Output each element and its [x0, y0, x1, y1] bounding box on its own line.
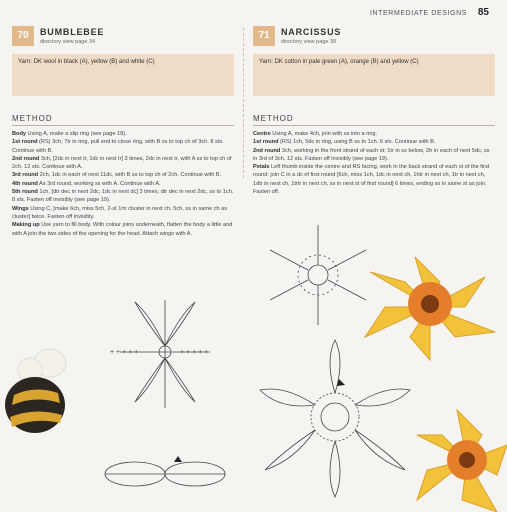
method-line: 2nd round 3ch, working in the front strand of each st: 1tr in ss below, 2tr in each of next 5dc, ss in 3rd of 3ch. 12 sts. Fasten off invisibly (see page 19).	[253, 147, 490, 162]
method-title: METHOD	[12, 114, 53, 123]
yarn-box	[253, 54, 495, 96]
pattern-subtitle: directory view page 38	[281, 39, 337, 45]
pattern-header	[12, 24, 234, 52]
method-rule	[253, 125, 495, 126]
svg-text:+ + + + +: + + + + +	[110, 349, 139, 356]
method-rule	[12, 125, 234, 126]
narcissus-photo-bottom	[412, 405, 507, 512]
page-number: 85	[477, 7, 489, 18]
bumblebee-photo	[0, 345, 80, 440]
method-line: Making up Use yarn to fill body. With colour joins underneath, flatten the body a little and with A join the two sides of the opening for the head. Attach wings with A.	[12, 222, 233, 237]
method-line: 1st round (RS) 3ch, 7tr in ring, pull end to close ring, with B ss to top ch of 3ch. 8 sts. Continue with B.	[12, 139, 224, 154]
yarn-text: Yarn: DK cotton in pale green (A), orange (B) and yellow (C)	[259, 59, 419, 65]
pattern-narcissus	[253, 24, 495, 196]
pattern-number: 71	[253, 26, 275, 46]
section-label: INTERMEDIATE DESIGNS	[369, 10, 467, 17]
pattern-header	[253, 24, 495, 52]
yarn-text: Yarn: DK wool in black (A), yellow (B) and white (C)	[18, 59, 155, 65]
pattern-title: NARCISSUS	[281, 27, 342, 37]
method-line: Body Using A, make a slip ring (see page 18).	[12, 131, 127, 137]
method-line: 1st round (RS) 1ch, 5dc in ring, using B ss to 1ch. 6 sts. Continue with B.	[253, 139, 436, 146]
method-text	[12, 130, 234, 238]
yarn-box	[12, 54, 234, 96]
pattern-number: 70	[12, 26, 34, 46]
pattern-subtitle: directory view page 34	[40, 39, 96, 45]
method-text	[253, 130, 495, 196]
pattern-bumblebee	[12, 24, 234, 238]
method-line: 5th round 1ch, [dtr dec in next 2dc, 1dc in next dc] 3 times, dtr dec in next 2dc, ss to 1ch. 8 sts. Fasten off invisibly (see page 19).	[12, 189, 234, 204]
bumblebee-body-chart	[100, 290, 240, 420]
method-title: METHOD	[253, 114, 294, 123]
method-line: 2nd round 3ch, [2dc in next tr, 1dc in next tr] 3 times, 2dc in next tr, with A ss to top ch of 2ch. 12 sts. Continue with A.	[12, 155, 232, 171]
method-line: Petals Left thumb inside the centre and RS facing, work in the back strand of each st of the first round: join C in a dc of first round [6ch, miss 1ch, 1dc in next ch, 1htr in next ch, 1tr in next ch, 1dtr in next ch, 1trtr in next ch, ss in next st of first round] 6 times, ending ss in same st as join. Fasten off.	[253, 164, 490, 196]
narcissus-photo-top	[355, 252, 505, 362]
bumblebee-wings-chart	[100, 452, 230, 497]
pattern-title: BUMBLEBEE	[40, 27, 105, 37]
svg-text:+ + + + +: + + + + +	[180, 349, 209, 356]
method-line: 3rd round 2ch, 1dc in each of next 11dc, with B ss to top ch of 2ch. Continue with B.	[12, 172, 222, 179]
column-divider	[243, 28, 245, 178]
method-line: Centre Using A, make 4ch, join with ss into a ring.	[253, 131, 378, 137]
method-line: 4th round As 3rd round, working ss with A. Continue with A.	[12, 180, 161, 187]
method-line: Wings Using C, [make 6ch, miss 5ch, 2-st 1rtr cluster in next ch, 5ch, ss in same ch as cluster] twice. Fasten off invisibly.	[12, 205, 228, 220]
